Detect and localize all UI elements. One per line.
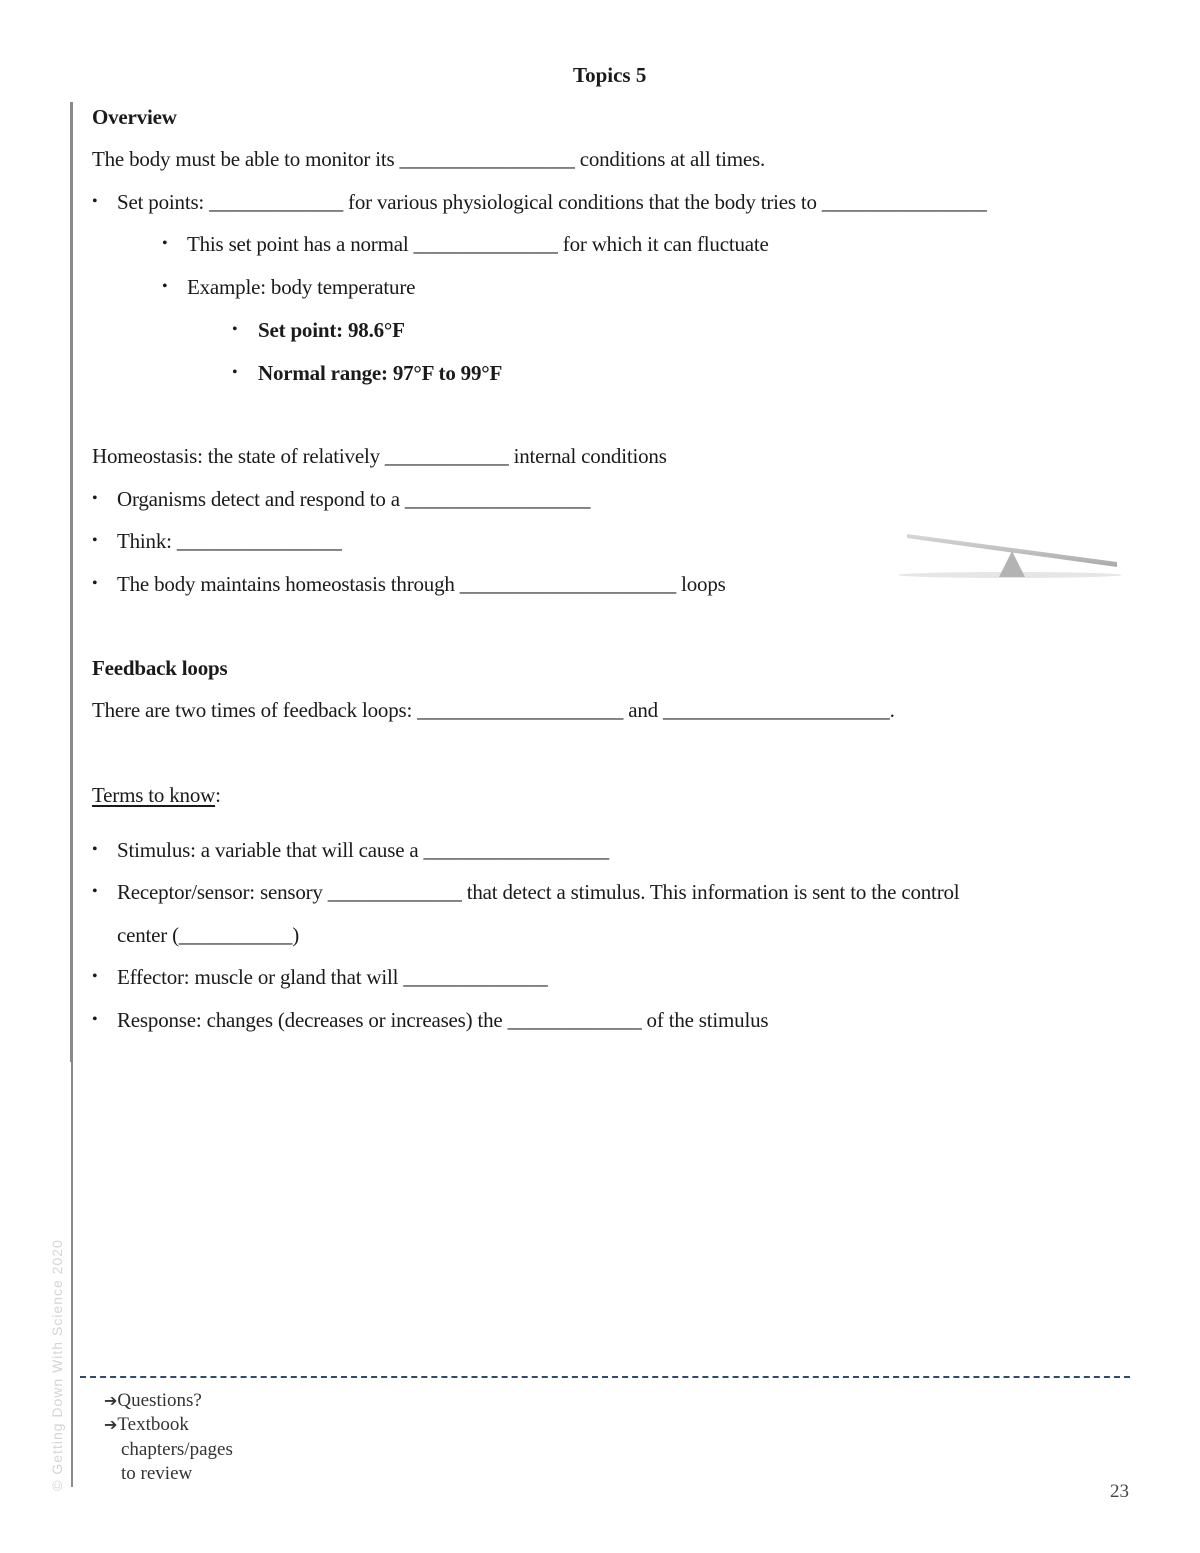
example-item: Example: body temperature bbox=[187, 275, 416, 299]
homeostasis-item: Organisms detect and respond to a __________________ bbox=[117, 487, 591, 511]
set-point-value: Set point: 98.6°F bbox=[258, 318, 405, 342]
terms-heading bbox=[92, 782, 221, 808]
notes-divider bbox=[80, 1376, 1130, 1378]
setpoints-item: Set points: _____________ for various physiological conditions that the body tries to ________________ bbox=[117, 190, 987, 214]
overview-heading: Overview bbox=[92, 105, 177, 129]
note-review: to review bbox=[121, 1463, 193, 1484]
arrow-right-icon: ➔ bbox=[104, 1415, 118, 1434]
balance-seesaw-icon bbox=[895, 528, 1125, 584]
normal-range-value: Normal range: 97°F to 99°F bbox=[258, 361, 503, 385]
feedback-heading: Feedback loops bbox=[92, 656, 228, 680]
note-questions bbox=[104, 1389, 202, 1413]
term-item: Effector: muscle or gland that will ______________ bbox=[117, 965, 548, 989]
homeostasis-item: The body maintains homeostasis through _____________________ loops bbox=[117, 572, 726, 596]
feedback-text: There are two times of feedback loops: ____________________ and ______________________. bbox=[92, 698, 895, 722]
bullet-icon: • bbox=[92, 883, 98, 900]
term-item: Stimulus: a variable that will cause a __________________ bbox=[117, 838, 609, 862]
term-item: Response: changes (decreases or increases) the _____________ of the stimulus bbox=[117, 1008, 769, 1032]
bullet-icon: • bbox=[92, 968, 98, 985]
note-questions-label: Questions? bbox=[117, 1390, 202, 1411]
page-number: 23 bbox=[1110, 1481, 1129, 1502]
term-item-continuation: center (___________) bbox=[117, 923, 300, 947]
bullet-icon: • bbox=[92, 193, 98, 210]
homeostasis-definition: Homeostasis: the state of relatively ____________ internal conditions bbox=[92, 444, 667, 468]
overview-intro: The body must be able to monitor its _________________ conditions at all times. bbox=[92, 147, 766, 171]
arrow-right-icon: ➔ bbox=[104, 1391, 118, 1410]
terms-heading-label: Terms to know bbox=[92, 783, 216, 807]
note-textbook bbox=[104, 1413, 189, 1437]
page-title: Topics 5 bbox=[573, 63, 647, 87]
note-chapters: chapters/pages bbox=[121, 1439, 233, 1460]
bullet-icon: • bbox=[92, 841, 98, 858]
left-margin-rule-bottom bbox=[71, 1062, 73, 1487]
homeostasis-item: Think: ________________ bbox=[117, 529, 342, 553]
bullet-icon: • bbox=[92, 575, 98, 592]
bullet-icon: • bbox=[92, 1011, 98, 1028]
bullet-icon: • bbox=[92, 490, 98, 507]
term-item: Receptor/sensor: sensory _____________ that detect a stimulus. This information is sent to the control bbox=[117, 880, 960, 904]
left-margin-rule-top bbox=[70, 102, 73, 1062]
copyright-watermark: © Getting Down With Science 2020 bbox=[49, 1239, 65, 1491]
terms-heading-colon: : bbox=[215, 783, 221, 807]
bullet-icon: • bbox=[232, 364, 238, 381]
note-textbook-label: Textbook bbox=[117, 1414, 189, 1435]
bullet-icon: • bbox=[232, 321, 238, 338]
bullet-icon: • bbox=[162, 278, 168, 295]
bullet-icon: • bbox=[92, 532, 98, 549]
bullet-icon: • bbox=[162, 235, 168, 252]
range-item: This set point has a normal ______________ for which it can fluctuate bbox=[187, 232, 769, 256]
